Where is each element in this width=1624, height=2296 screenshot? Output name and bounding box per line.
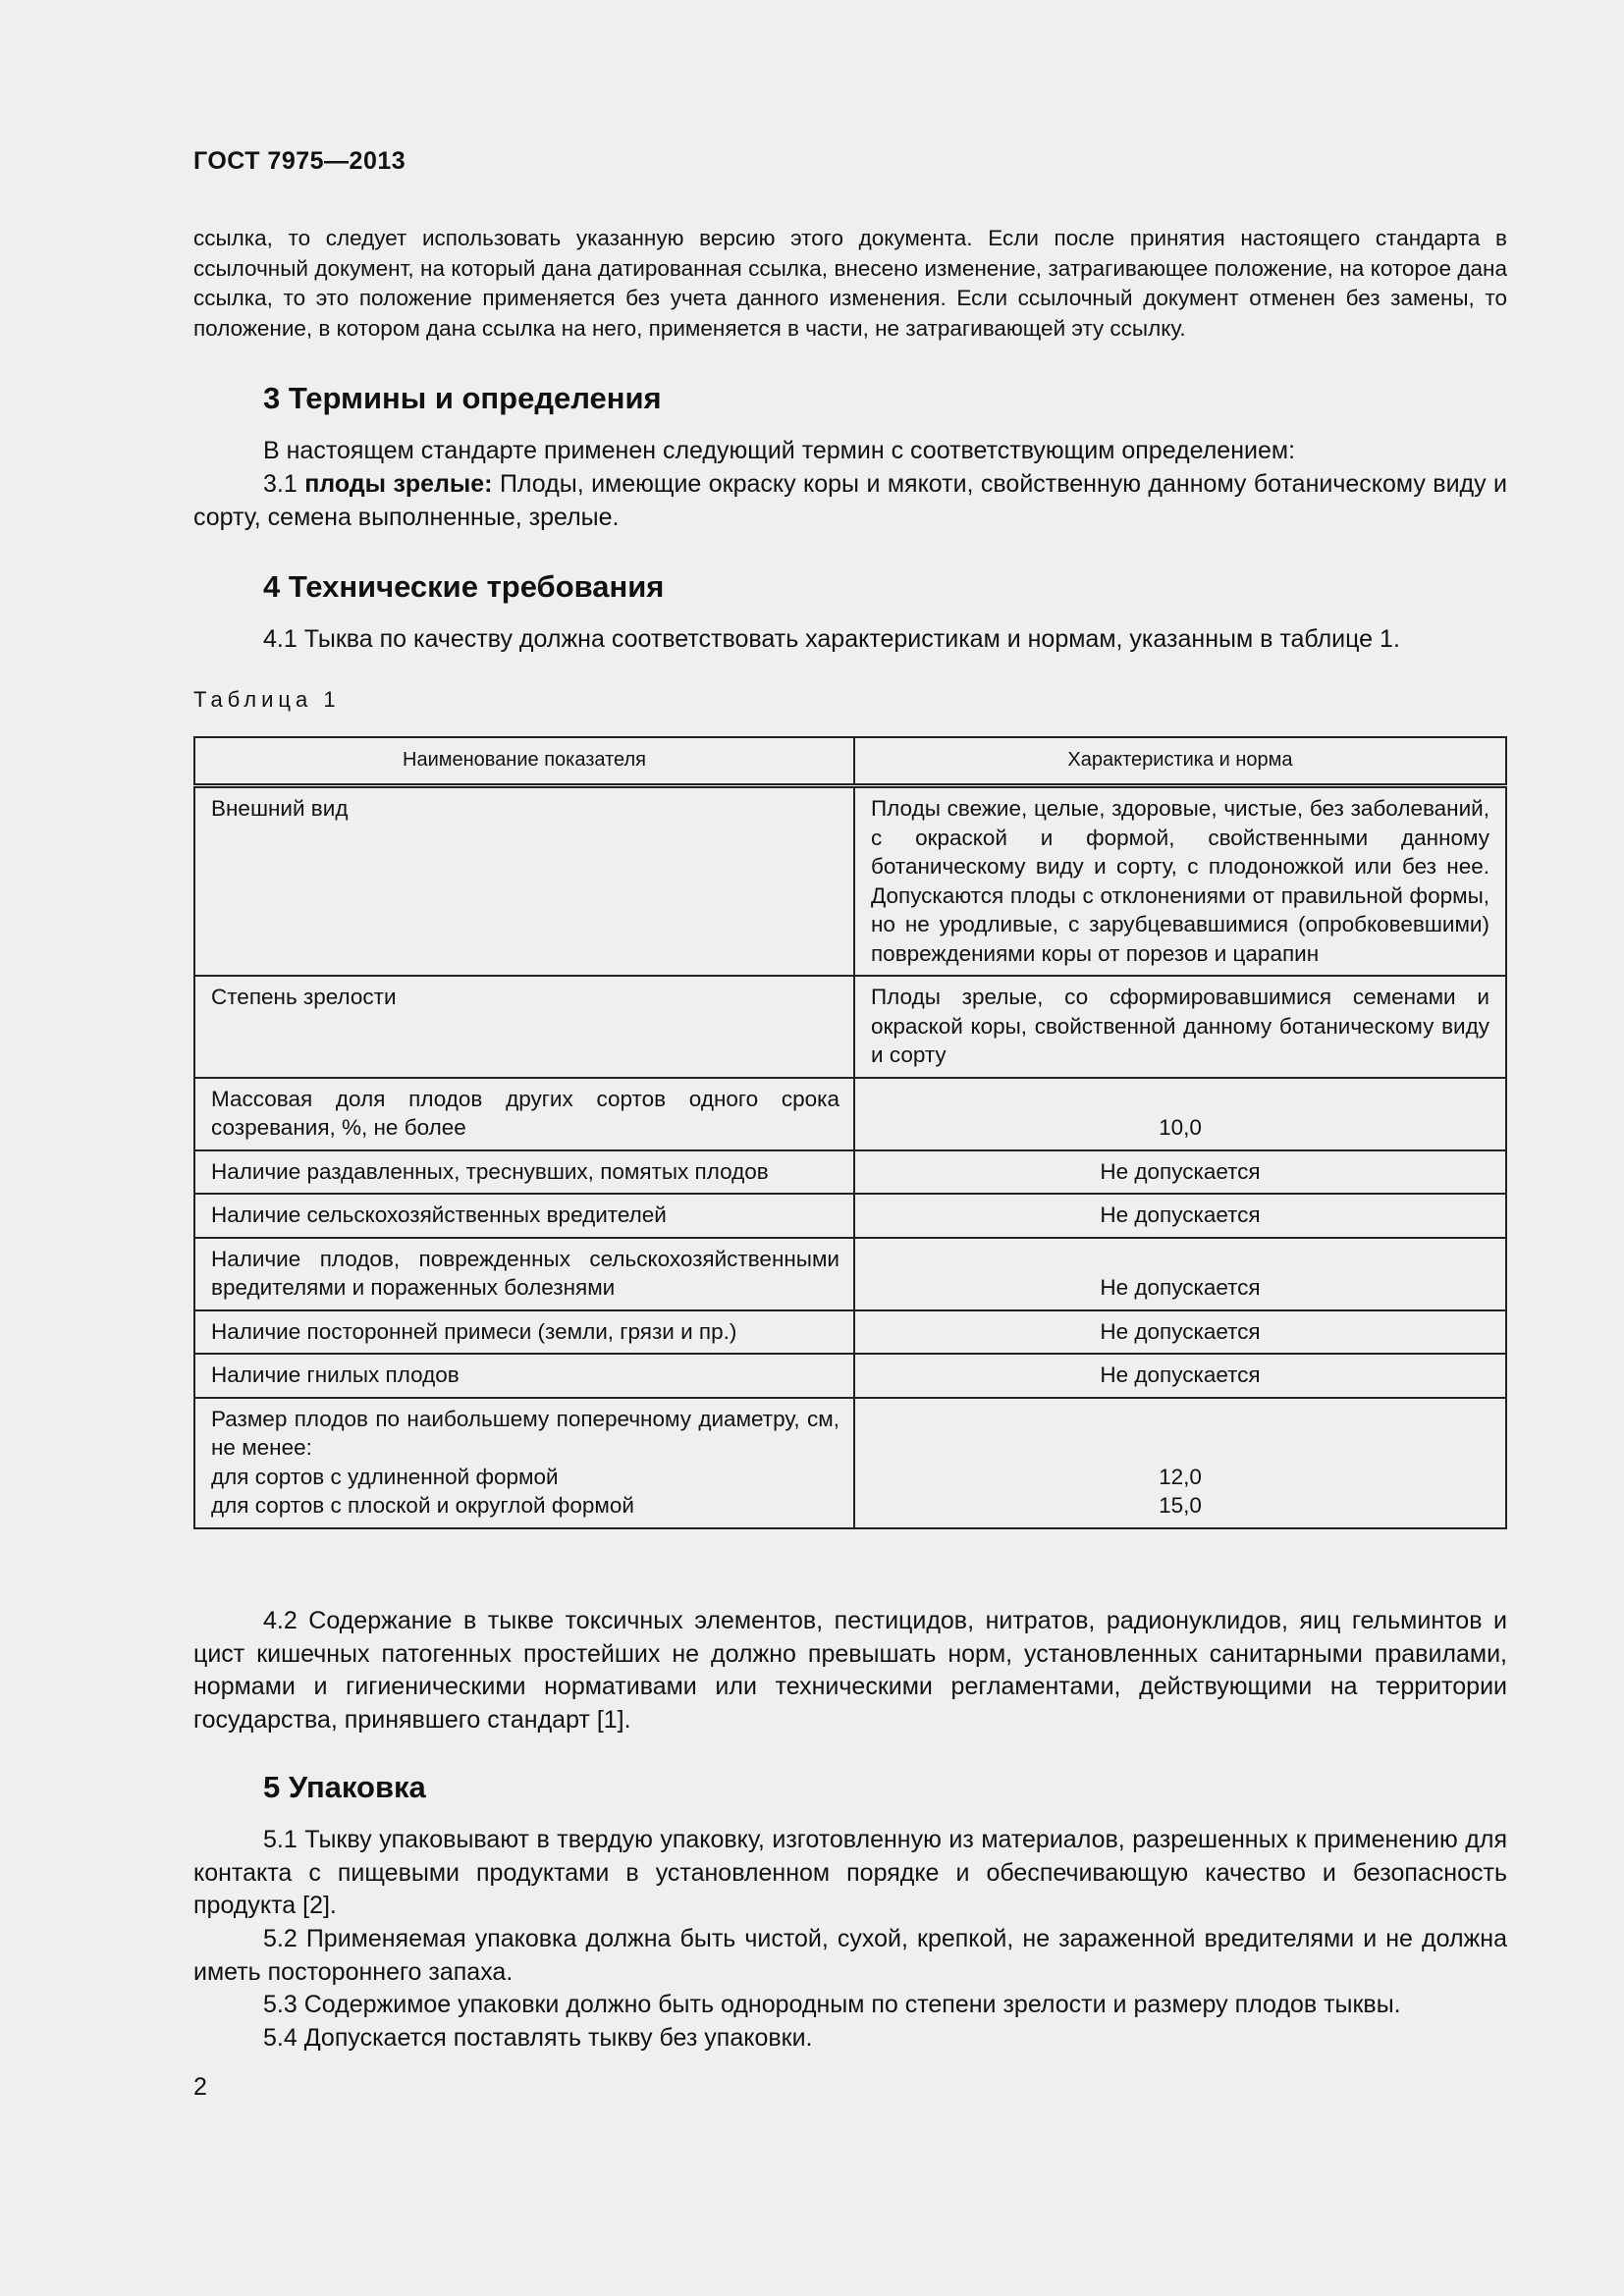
row-value: Не допускается xyxy=(854,1310,1506,1355)
row-name: Наличие плодов, поврежденных сельскохозяйственными вредителями и пораженных болезнями xyxy=(194,1238,854,1310)
section-5-paragraph-4: 5.4 Допускается поставлять тыкву без упаковки. xyxy=(263,2024,813,2052)
section-5-title: 5 Упаковка xyxy=(263,1770,426,1804)
term-name: плоды зрелые: xyxy=(304,470,493,498)
section-5-paragraph-3: 5.3 Содержимое упаковки должно быть однородным по степени зрелости и размеру плодов тыквы. xyxy=(263,1991,1401,2018)
row-name: Степень зрелости xyxy=(194,976,854,1078)
table-row xyxy=(194,786,1506,977)
row-name: Внешний вид xyxy=(194,786,854,977)
table-row xyxy=(194,1354,1506,1398)
row-value: Не допускается xyxy=(854,1150,1506,1195)
table-row xyxy=(194,976,1506,1078)
table-row xyxy=(194,1078,1506,1150)
term-definition-text: Плоды, имеющие окраску коры и мякоти, свойственную данному ботаническому виду и сорту, семена выполненные, зрелые. xyxy=(193,470,1508,531)
row-name: Массовая доля плодов других сортов одного срока созревания, %, не более xyxy=(194,1078,854,1150)
table-row xyxy=(194,1238,1506,1310)
row-value: 10,0 xyxy=(854,1078,1506,1150)
section-5-paragraph-2: 5.2 Применяемая упаковка должна быть чистой, сухой, крепкой, не зараженной вредителями и не должна иметь постороннего запаха. xyxy=(193,1925,1507,1986)
section-4-title: 4 Технические требования xyxy=(263,569,665,604)
row-name: Наличие гнилых плодов xyxy=(194,1354,854,1398)
table-header-name: Наименование показателя xyxy=(194,737,854,786)
row-value: Не допускается xyxy=(854,1238,1506,1310)
row-value: Не допускается xyxy=(854,1194,1506,1238)
row-name-sub-2: для сортов с плоской и округлой формой xyxy=(211,1493,634,1518)
row-value-1: 12,0 xyxy=(1159,1464,1202,1489)
requirements-table xyxy=(193,736,1507,1529)
row-name: Наличие посторонней примеси (земли, грязи и пр.) xyxy=(194,1310,854,1355)
section-4-paragraph-2: 4.2 Содержание в тыкве токсичных элементов, пестицидов, нитратов, радионуклидов, яиц гельминтов и цист кишечных патогенных простейших не должно превышать норм, установленных санитарными правилами, нормами и гигиеническими нормативами или техническими регламентами, действующими на территории государства, принявшего стандарт [1]. xyxy=(193,1607,1507,1734)
table-caption: Таблица 1 xyxy=(193,687,341,712)
row-value: Плоды свежие, целые, здоровые, чистые, без заболеваний, с окраской и формой, свойственными данному ботаническому виду и сорту, с плодоножкой или без нее. Допускаются плоды с отклонениями от правильной формы, но не уродливые, с зарубцевавшимися (опробковевшими) повреждениями коры от порезов и царапин xyxy=(854,786,1506,977)
table-header-value: Характеристика и норма xyxy=(854,737,1506,786)
section-3-title: 3 Термины и определения xyxy=(263,381,662,415)
intro-paragraph: ссылка, то следует использовать указанную версию этого документа. Если после принятия настоящего стандарта в ссылочный документ, на который дана датированная ссылка, внесено изменение, затрагивающее положение, на которое дана ссылка, то это положение применяется без учета данного изменения. Если ссылочный документ отменен без замены, то положение, в котором дана ссылка на него, применяется в части, не затрагивающей эту ссылку. xyxy=(193,226,1507,341)
page-number: 2 xyxy=(193,2073,207,2101)
table-row xyxy=(194,1398,1506,1528)
row-name-main: Размер плодов по наибольшему поперечному диаметру, см, не менее: xyxy=(211,1406,839,1460)
row-value xyxy=(854,1398,1506,1528)
row-value: Не допускается xyxy=(854,1354,1506,1398)
table-row xyxy=(194,1150,1506,1195)
row-name: Наличие раздавленных, треснувших, помятых плодов xyxy=(194,1150,854,1195)
section-4-paragraph-1: 4.1 Тыква по качеству должна соответствовать характеристикам и нормам, указанным в таблице 1. xyxy=(263,625,1400,653)
table-row xyxy=(194,1194,1506,1238)
document-header: ГОСТ 7975—2013 xyxy=(193,147,406,175)
row-name-sub-1: для сортов с удлиненной формой xyxy=(211,1464,559,1489)
term-definition xyxy=(193,468,1507,534)
section-3-intro: В настоящем стандарте применен следующий термин с соответствующим определением: xyxy=(263,437,1296,464)
row-name xyxy=(194,1398,854,1528)
term-number: 3.1 xyxy=(263,470,298,498)
table-row xyxy=(194,1310,1506,1355)
row-value-2: 15,0 xyxy=(1159,1493,1202,1518)
section-5-paragraph-1: 5.1 Тыкву упаковывают в твердую упаковку, изготовленную из материалов, разрешенных к применению для контакта с пищевыми продуктами в установленном порядке и обеспечивающую качество и безопасность продукта [2]. xyxy=(193,1826,1507,1919)
row-value: Плоды зрелые, со сформировавшимися семенами и окраской коры, свойственной данному ботаническому виду и сорту xyxy=(854,976,1506,1078)
table-header-row xyxy=(194,737,1506,786)
row-name: Наличие сельскохозяйственных вредителей xyxy=(194,1194,854,1238)
